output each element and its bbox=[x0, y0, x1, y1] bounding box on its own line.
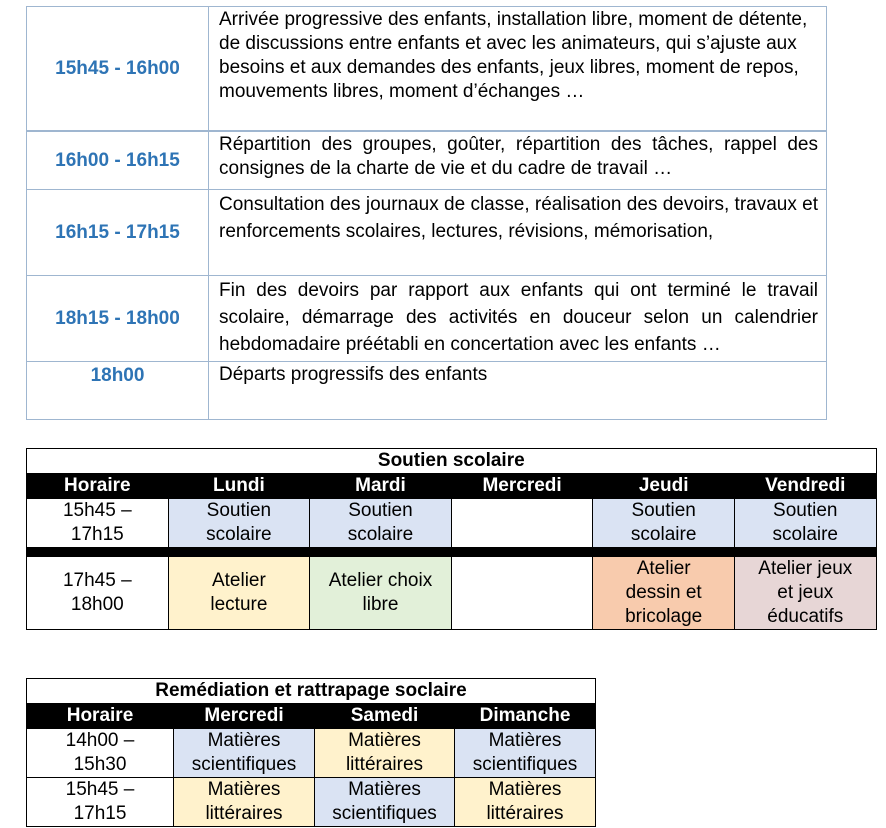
column-header: Vendredi bbox=[734, 474, 876, 499]
schedule-time: 18h00 bbox=[27, 362, 209, 420]
time-cell: 15h45 – 17h15 bbox=[27, 499, 169, 548]
time-cell: 14h00 – 15h30 bbox=[27, 729, 174, 778]
table-title: Soutien scolaire bbox=[27, 449, 877, 474]
activity-cell: Soutien scolaire bbox=[168, 499, 310, 548]
activity-cell: Atelier jeux et jeux éducatifs bbox=[734, 557, 876, 630]
schedule-description: Arrivée progressive des enfants, installation libre, moment de détente, de discussions entre enfants et avec les animateurs, qui s’ajuste aux besoins et aux demandes des enfants, jeux libres, moment de repos, mouvements libres, moment d’échanges … bbox=[209, 7, 827, 132]
column-header: Samedi bbox=[315, 704, 455, 729]
schedule-time: 18h15 - 18h00 bbox=[27, 276, 209, 362]
column-header: Mercredi bbox=[451, 474, 593, 499]
table-row bbox=[27, 778, 596, 827]
table-row bbox=[27, 729, 596, 778]
remediation-table bbox=[26, 678, 596, 827]
schedule-row bbox=[27, 362, 827, 420]
activity-cell: Atelier dessin et bricolage bbox=[593, 557, 735, 630]
subject-cell: Matières scientifiques bbox=[455, 729, 596, 778]
schedule-time: 16h00 - 16h15 bbox=[27, 131, 209, 190]
schedule-row bbox=[27, 276, 827, 362]
subject-cell: Matières littéraires bbox=[315, 729, 455, 778]
subject-cell: Matières scientifiques bbox=[174, 729, 315, 778]
schedule-time: 16h15 - 17h15 bbox=[27, 190, 209, 276]
table-caption-row bbox=[27, 449, 877, 474]
subject-cell: Matières littéraires bbox=[455, 778, 596, 827]
table-header-row bbox=[27, 474, 877, 499]
activity-cell: Atelier lecture bbox=[168, 557, 310, 630]
schedule-time: 15h45 - 16h00 bbox=[27, 7, 209, 132]
empty-cell bbox=[451, 499, 593, 548]
table-row bbox=[27, 557, 877, 630]
time-cell: 15h45 – 17h15 bbox=[27, 778, 174, 827]
schedule-description: Départs progressifs des enfants bbox=[209, 362, 827, 420]
activity-cell: Soutien scolaire bbox=[593, 499, 735, 548]
column-header: Horaire bbox=[27, 704, 174, 729]
column-header: Lundi bbox=[168, 474, 310, 499]
activity-cell: Soutien scolaire bbox=[310, 499, 452, 548]
table-title: Remédiation et rattrapage soclaire bbox=[27, 679, 596, 704]
schedule-description: Consultation des journaux de classe, réalisation des devoirs, travaux et renforcements scolaires, lectures, révisions, mémorisation, bbox=[209, 190, 827, 276]
schedule-description: Fin des devoirs par rapport aux enfants qui ont terminé le travail scolaire, démarrage des activités en douceur selon un calendrier hebdomadaire préétabli en concertation avec les enfants … bbox=[209, 276, 827, 362]
activity-cell: Soutien scolaire bbox=[734, 499, 876, 548]
column-header: Dimanche bbox=[455, 704, 596, 729]
separator-bar bbox=[27, 548, 877, 557]
time-cell: 17h45 – 18h00 bbox=[27, 557, 169, 630]
schedule-row bbox=[27, 190, 827, 276]
schedule-description: Répartition des groupes, goûter, répartition des tâches, rappel des consignes de la charte de vie et du cadre de travail … bbox=[209, 131, 827, 190]
empty-cell bbox=[451, 557, 593, 630]
column-header: Horaire bbox=[27, 474, 169, 499]
column-header: Mardi bbox=[310, 474, 452, 499]
schedule-table bbox=[26, 6, 827, 420]
row-separator bbox=[27, 548, 877, 557]
column-header: Mercredi bbox=[174, 704, 315, 729]
schedule-row bbox=[27, 131, 827, 190]
column-header: Jeudi bbox=[593, 474, 735, 499]
schedule-row bbox=[27, 7, 827, 132]
table-row bbox=[27, 499, 877, 548]
activity-cell: Atelier choix libre bbox=[310, 557, 452, 630]
subject-cell: Matières littéraires bbox=[174, 778, 315, 827]
subject-cell: Matières scientifiques bbox=[315, 778, 455, 827]
table-caption-row bbox=[27, 679, 596, 704]
table-header-row bbox=[27, 704, 596, 729]
soutien-scolaire-table bbox=[26, 448, 877, 630]
